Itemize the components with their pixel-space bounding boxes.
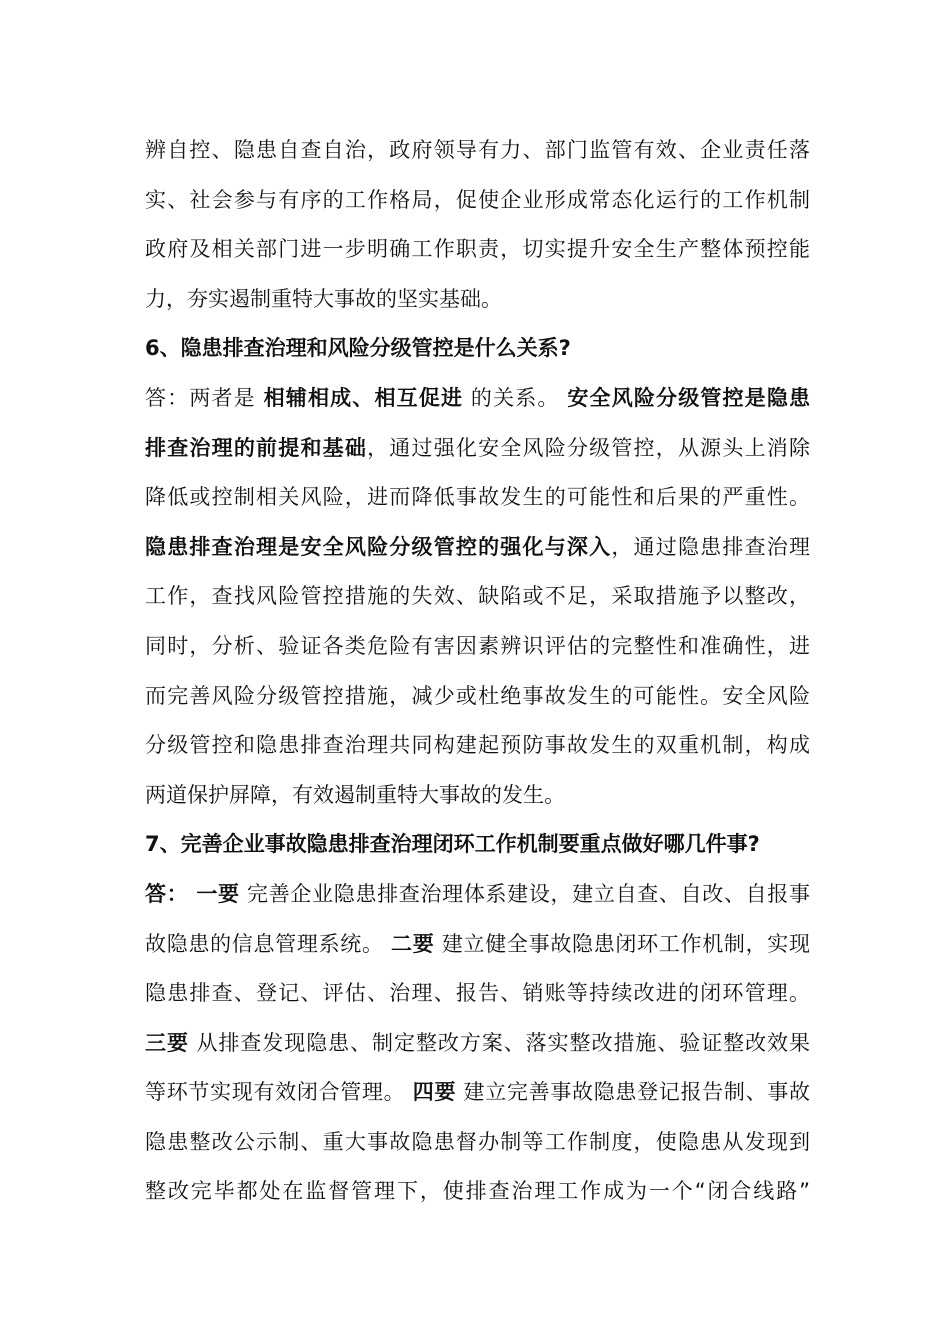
bold-text: 7、完善企业事故隐患排查治理闭环工作机制要重点做好哪几件事? bbox=[145, 832, 760, 857]
text-line bbox=[145, 1068, 810, 1118]
text-line bbox=[145, 473, 810, 523]
text-line bbox=[145, 1118, 810, 1168]
body-text: 隐患整改公示制、重大事故隐患督办制等工作制度，使隐患从发现到 bbox=[145, 1129, 810, 1154]
text-line bbox=[145, 622, 810, 672]
body-text: 等环节实现有效闭合管理。 bbox=[145, 1080, 413, 1105]
text-line bbox=[145, 920, 810, 970]
text-line bbox=[145, 523, 810, 573]
text-line bbox=[145, 324, 810, 374]
body-text: 从排查发现隐患、制定整改方案、落实整改措施、验证整改效果 bbox=[188, 1030, 810, 1055]
text-line bbox=[145, 771, 810, 821]
body-text: 力，夯实遏制重特大事故的坚实基础。 bbox=[145, 286, 502, 311]
text-line bbox=[145, 870, 810, 920]
body-text: 降低或控制相关风险，进而降低事故发生的可能性和后果的严重性。 bbox=[145, 485, 810, 510]
body-text: 整改完毕都处在监督管理下，使排查治理工作成为一个“闭合线路” bbox=[145, 1179, 810, 1204]
body-text: 分级管控和隐患排查治理共同构建起预防事故发生的双重机制，构成 bbox=[145, 733, 810, 758]
bold-text: 6、隐患排查治理和风险分级管控是什么关系? bbox=[145, 336, 571, 361]
body-text: 政府及相关部门进一步明确工作职责，切实提升安全生产整体预控能 bbox=[145, 237, 810, 262]
text-line bbox=[145, 275, 810, 325]
body-text: 故隐患的信息管理系统。 bbox=[145, 931, 392, 956]
text-line bbox=[145, 820, 810, 870]
body-text: ，通过隐患排查治理 bbox=[611, 534, 810, 559]
bold-text: 相辅相成、相互促进 bbox=[263, 385, 464, 410]
bold-text: 排查治理的前提和基础 bbox=[145, 435, 368, 460]
text-line bbox=[145, 572, 810, 622]
text-line bbox=[145, 176, 810, 226]
text-line bbox=[145, 1019, 810, 1069]
body-text: 答：两者是 bbox=[145, 385, 264, 410]
body-text: 完善企业隐患排查治理体系建设，建立自查、自改、自报事 bbox=[239, 881, 810, 906]
body-text: ，通过强化安全风险分级管控，从源头上消除 bbox=[367, 435, 811, 460]
text-line bbox=[145, 969, 810, 1019]
body-text: 辨自控、隐患自查自治，政府领导有力、部门监管有效、企业责任落 bbox=[145, 138, 810, 162]
bold-text: 四要 bbox=[412, 1080, 457, 1105]
text-line bbox=[145, 374, 810, 424]
text-line bbox=[145, 424, 810, 474]
bold-text: 隐患排查治理是安全风险分级管控的强化与深入 bbox=[145, 534, 612, 559]
body-text: 建立完善事故隐患登记报告制、事故 bbox=[456, 1080, 810, 1105]
text-line bbox=[145, 126, 810, 176]
body-text: 实、社会参与有序的工作格局，促使企业形成常态化运行的工作机制 bbox=[145, 187, 810, 212]
text-line bbox=[145, 672, 810, 722]
bold-text: 安全风险分级管控是隐患 bbox=[567, 385, 810, 410]
document-body bbox=[145, 126, 810, 1217]
text-line bbox=[145, 225, 810, 275]
bold-text: 答： 一要 bbox=[145, 881, 240, 906]
bold-text: 二要 bbox=[391, 931, 435, 956]
body-text: 同时，分析、验证各类危险有害因素辨识评估的完整性和准确性，进 bbox=[145, 633, 810, 658]
body-text: 的关系。 bbox=[463, 385, 568, 410]
body-text: 而完善风险分级管控措施，减少或杜绝事故发生的可能性。安全风险 bbox=[145, 683, 810, 708]
text-line bbox=[145, 1167, 810, 1217]
body-text: 工作，查找风险管控措施的失效、缺陷或不足，采取措施予以整改， bbox=[145, 584, 810, 609]
body-text: 隐患排查、登记、评估、治理、报告、销账等持续改进的闭环管理。 bbox=[145, 981, 810, 1006]
body-text: 建立健全事故隐患闭环工作机制，实现 bbox=[434, 931, 810, 956]
body-text: 两道保护屏障，有效遏制重特大事故的发生。 bbox=[145, 782, 565, 807]
bold-text: 三要 bbox=[145, 1030, 189, 1055]
text-line bbox=[145, 721, 810, 771]
